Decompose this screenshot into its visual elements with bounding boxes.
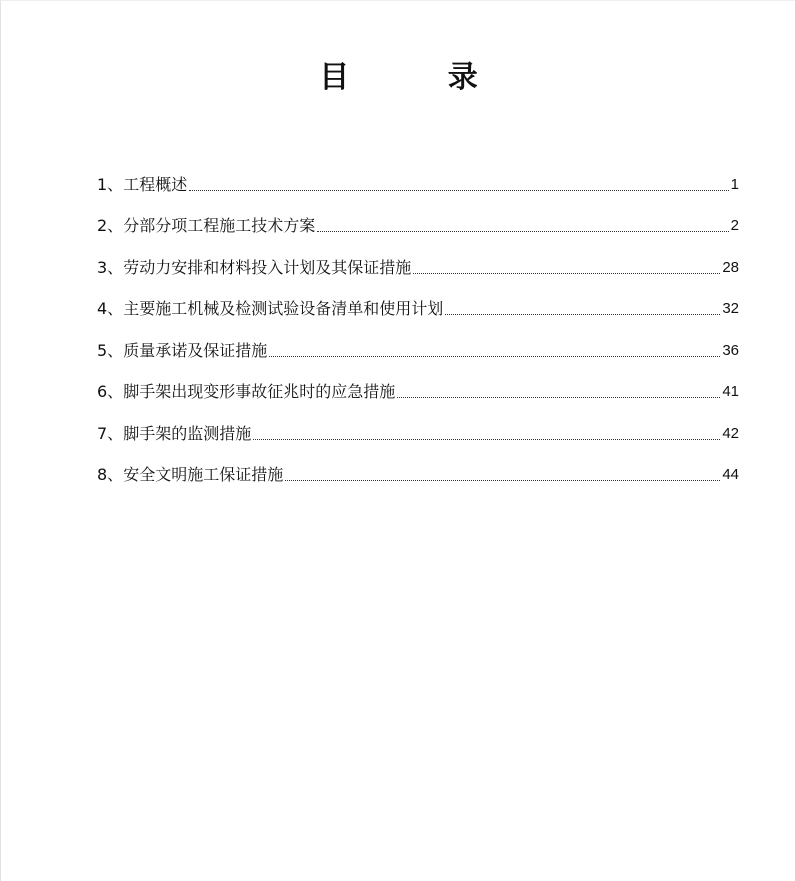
toc-entry-number: 7、: [97, 423, 124, 443]
toc-entry-page: 44: [722, 466, 739, 483]
toc-entry[interactable]: [97, 402, 739, 444]
toc-leader-dots: [397, 396, 720, 398]
toc-entry[interactable]: [97, 444, 739, 486]
toc-entry-page: 32: [722, 300, 739, 317]
toc-entry-number: 1、: [97, 174, 124, 194]
toc-title: 目 录: [319, 60, 522, 95]
toc-entry-page: 41: [722, 383, 739, 400]
toc-entry-number: 6、: [97, 382, 124, 401]
toc-entry-page: 2: [730, 217, 739, 234]
toc-entry-page: 36: [722, 341, 739, 359]
toc-leader-dots: [413, 272, 720, 274]
toc-entry-label: 主要施工机械及检测试验设备清单和使用计划: [123, 299, 444, 318]
toc-entry-number: 2、: [97, 216, 124, 235]
toc-entry-number: 4、: [97, 299, 124, 318]
toc-entry[interactable]: [97, 278, 739, 320]
toc-entry[interactable]: [97, 361, 739, 403]
toc-entry-number: 3、: [97, 257, 124, 277]
toc-entry[interactable]: [97, 319, 739, 361]
toc-entry-number: 8、: [97, 465, 124, 484]
toc-leader-dots: [269, 355, 720, 357]
toc-entry-label: 脚手架出现变形事故征兆时的应急措施: [123, 382, 396, 401]
toc-entry[interactable]: [97, 195, 739, 237]
toc-leader-dots: [285, 479, 720, 481]
toc-entry-page: 28: [722, 258, 739, 276]
toc-entry-label: 分部分项工程施工技术方案: [123, 216, 316, 235]
toc-leader-dots: [445, 313, 720, 315]
toc-entry-label: 安全文明施工保证措施: [123, 465, 284, 484]
toc-entry[interactable]: [97, 153, 739, 195]
toc-entry-label: 脚手架的监测措施: [123, 423, 252, 443]
table-of-contents: [97, 153, 739, 485]
toc-entry-label: 质量承诺及保证措施: [123, 340, 268, 360]
toc-entry-number: 5、: [97, 340, 124, 360]
toc-leader-dots: [317, 230, 728, 232]
toc-entry-label: 劳动力安排和材料投入计划及其保证措施: [123, 257, 412, 277]
toc-leader-dots: [253, 438, 720, 440]
toc-entry-label: 工程概述: [123, 174, 188, 194]
toc-entry-page: 1: [730, 175, 739, 193]
toc-leader-dots: [189, 189, 728, 191]
toc-entry-page: 42: [722, 424, 739, 442]
toc-entry[interactable]: [97, 236, 739, 278]
